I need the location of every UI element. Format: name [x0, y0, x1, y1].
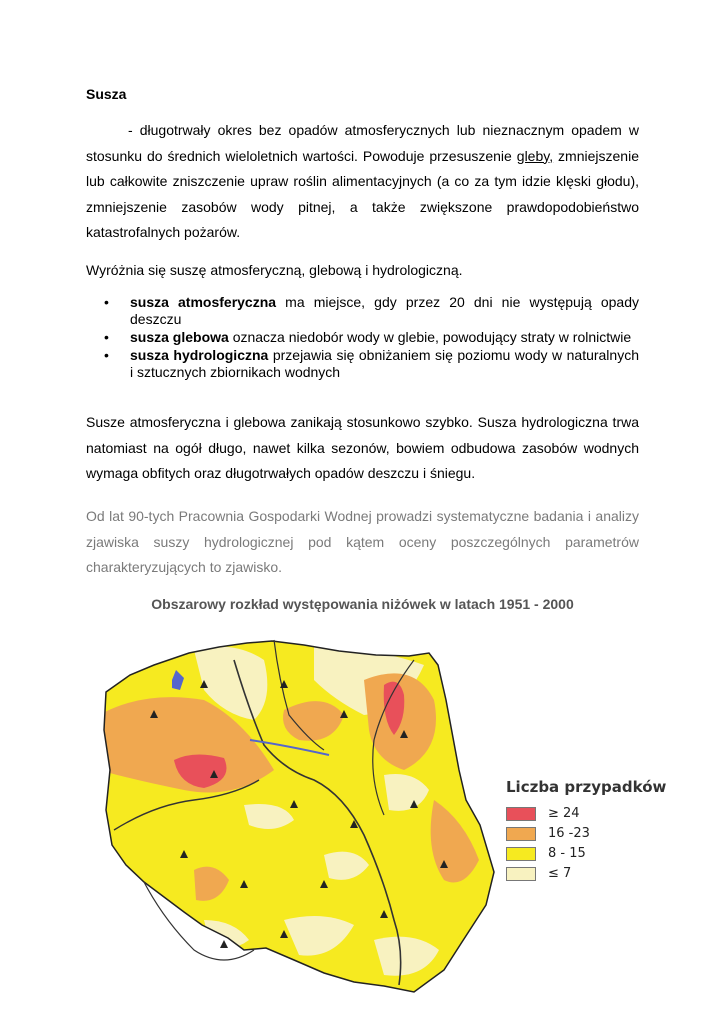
bullet-term: susza atmosferyczna	[130, 294, 277, 310]
bullet-icon: •	[104, 329, 109, 345]
list-item	[86, 347, 639, 381]
legend-label: 16 -23	[548, 826, 590, 841]
section-heading: Susza	[86, 86, 127, 102]
gleby-link[interactable]: gleby,	[516, 147, 554, 164]
definition-text-end: zmniejszenie lub całkowite zniszczenie upraw roślin alimentacyjnych (a co za tym idzie klęski głodu), zmniejszenie zasobów wody pitnej, a także zwiększone prawdopodobieństwo katastrofalnych pożarów.	[86, 147, 639, 240]
list-item	[86, 294, 639, 328]
legend-item	[506, 866, 571, 881]
legend-swatch	[506, 847, 536, 861]
bullet-term: susza hydrologiczna	[130, 347, 269, 363]
drought-types-list	[86, 294, 639, 382]
legend-label: 8 - 15	[548, 846, 586, 861]
legend-label: ≥ 24	[548, 806, 580, 821]
legend-item	[506, 806, 580, 821]
bullet-text: oznacza niedobór wody w glebie, powodujący straty w rolnictwie	[228, 329, 632, 345]
legend-title: Liczba przypadków	[506, 778, 667, 796]
research-paragraph: Od lat 90-tych Pracownia Gospodarki Wodnej prowadzi systematyczne badania i analizy zjawiska suszy hydrologicznej pod kątem oceny poszczególnych parametrów charakteryzujących to zjawisko.	[86, 508, 639, 575]
types-intro-paragraph: Wyróżnia się suszę atmosferyczną, glebową i hydrologiczną.	[86, 262, 463, 278]
legend-item	[506, 826, 590, 841]
legend-item	[506, 846, 586, 861]
drought-map	[84, 620, 656, 1024]
definition-text-start: - długotrwały okres bez opadów atmosferycznych lub nieznacznym opadem w stosunku do średnich wieloletnich wartości. Powoduje przesuszenie	[86, 122, 639, 164]
legend-swatch	[506, 827, 536, 841]
legend-label: ≤ 7	[548, 866, 572, 881]
duration-paragraph: Susze atmosferyczna i glebowa zanikają stosunkowo szybko. Susza hydrologiczna trwa natomiast na ogół długo, nawet kilka sezonów, bowiem odbudowa zasobów wodnych wymaga obfitych oraz długotrwałych opadów deszczu i śniegu.	[86, 414, 639, 481]
map-title: Obszarowy rozkład występowania niżówek w latach 1951 - 2000	[151, 596, 574, 612]
bullet-icon: •	[104, 347, 109, 363]
bullet-text: ma miejsce, gdy przez 20 dni nie występują opady deszczu	[130, 294, 639, 327]
legend-swatch	[506, 807, 536, 821]
bullet-text: przejawia się obniżaniem się poziomu wody w naturalnych i sztucznych zbiornikach wodnych	[130, 347, 639, 380]
bullet-term: susza glebowa	[130, 329, 229, 345]
list-item	[86, 329, 639, 346]
legend-swatch	[506, 867, 536, 881]
definition-paragraph	[86, 118, 639, 246]
bullet-icon: •	[104, 294, 109, 310]
